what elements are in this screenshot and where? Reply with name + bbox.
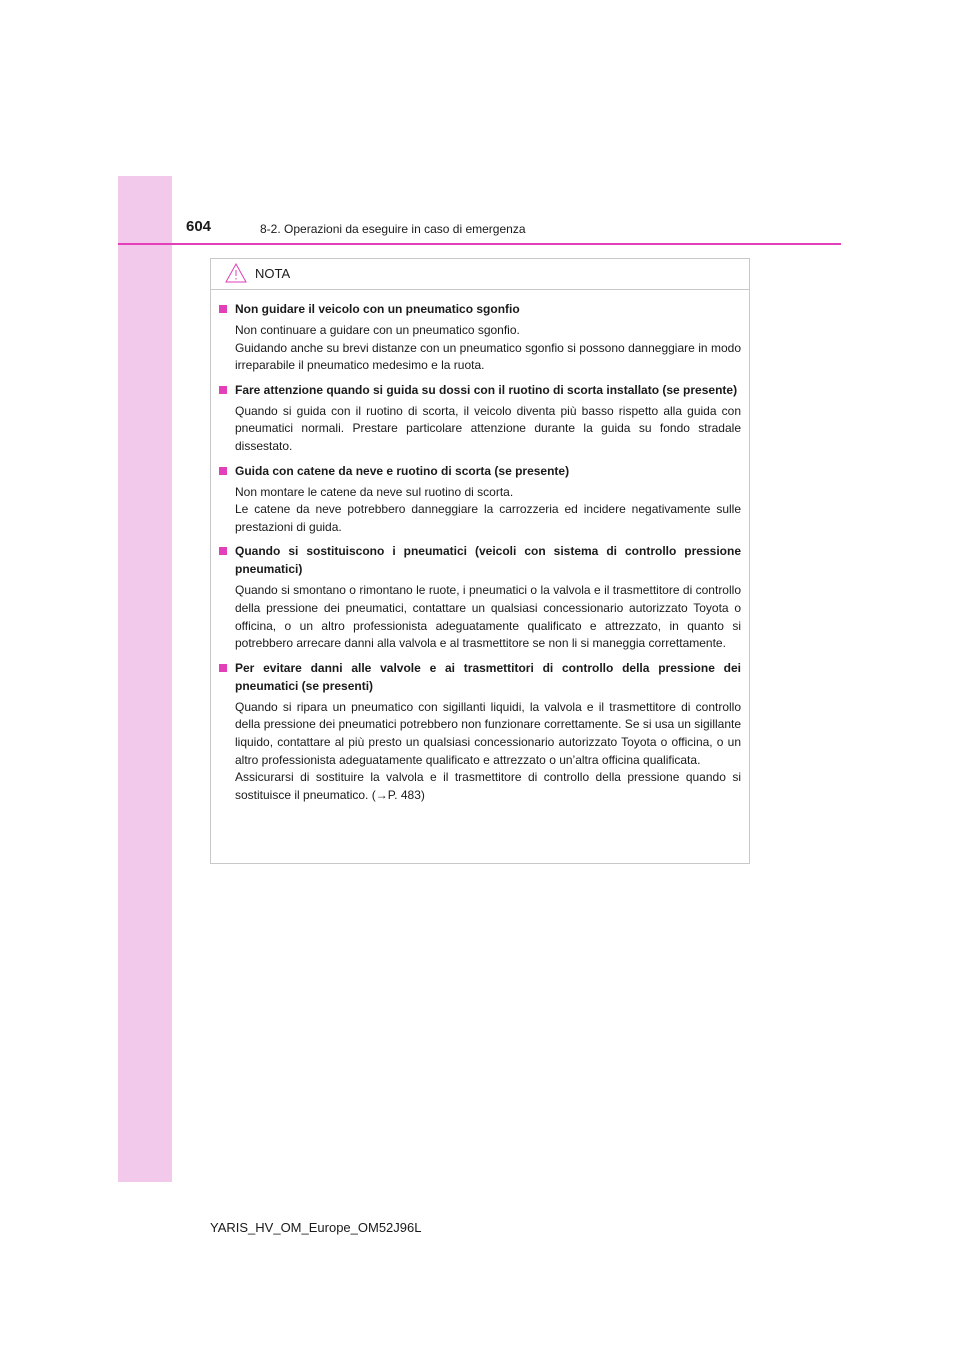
notice-body (211, 290, 749, 804)
notice-item (219, 542, 741, 652)
square-bullet-icon (219, 547, 227, 555)
item-title: Fare attenzione quando si guida su dossi con il ruotino di scorta installato (se presente) (235, 382, 738, 397)
item-paragraph: Le catene da neve potrebbero danneggiare la carrozzeria ed incidere negativamente sulle prestazioni di guida. (235, 502, 741, 534)
document-code: YARIS_HV_OM_Europe_OM52J96L (210, 1220, 422, 1235)
header-divider (118, 243, 841, 245)
page-number: 604 (186, 218, 212, 235)
item-paragraph: Quando si smontano o rimontano le ruote, i pneumatici o la valvola e il trasmettitore di controllo della pressione dei pneumatici, contattare un qualsiasi concessionario autorizzato Toyota o officina, o un altro professionista adeguatamente qualificato e attrezzato, in quanto si potrebbero arrecare danni alla valvola e al trasmettitore se non li si maneggia correttamente. (235, 583, 741, 651)
chapter-sidebar-tab (118, 176, 172, 1182)
item-title: Per evitare danni alle valvole e ai trasmettitori di controllo della pressione dei pneumatici (se presenti) (235, 660, 741, 693)
warning-triangle-icon (225, 263, 247, 283)
section-title: 8-2. Operazioni da eseguire in caso di emergenza (260, 222, 526, 236)
item-paragraph: Non montare le catene da neve sul ruotino di scorta. (235, 484, 514, 499)
item-paragraph: Assicurarsi di sostituire la valvola e il trasmettitore di controllo della pressione quando si sostituisce il pneumatico. (→P. 483) (235, 770, 741, 802)
notice-item (219, 300, 741, 375)
square-bullet-icon (219, 305, 227, 313)
item-title: Quando si sostituiscono i pneumatici (veicoli con sistema di controllo pressione pneumatici) (235, 544, 741, 577)
square-bullet-icon (219, 386, 227, 394)
item-paragraph: Quando si ripara un pneumatico con sigillanti liquidi, la valvola e il trasmettitore di controllo della pressione dei pneumatici potrebbero non funzionare correttamente. Se si usa un sigillante liquido, contattare al più presto un qualsiasi concessionario autorizzato Toyota o officina, o un altro professionista adeguatamente qualificato e attrezzato o un’altra officina qualificata. (235, 699, 741, 767)
notice-header (211, 259, 749, 290)
notice-item (219, 381, 741, 456)
square-bullet-icon (219, 664, 227, 672)
notice-label: NOTA (255, 266, 291, 281)
square-bullet-icon (219, 467, 227, 475)
notice-item (219, 659, 741, 805)
notice-item (219, 462, 741, 537)
item-paragraph: Guidando anche su brevi distanze con un pneumatico sgonfio si possono danneggiare in modo irreparabile il pneumatico medesimo e la ruota. (235, 340, 741, 373)
item-title: Non guidare il veicolo con un pneumatico sgonfio (235, 302, 520, 316)
notice-box (210, 258, 750, 864)
item-paragraph: Quando si guida con il ruotino di scorta, il veicolo diventa più basso rispetto alla guida con pneumatici normali. Prestare particolare attenzione durante la guida su fondo stradale dissestato. (235, 403, 741, 453)
item-title: Guida con catene da neve e ruotino di scorta (se presente) (235, 463, 570, 478)
item-paragraph: Non continuare a guidare con un pneumatico sgonfio. (235, 323, 520, 337)
